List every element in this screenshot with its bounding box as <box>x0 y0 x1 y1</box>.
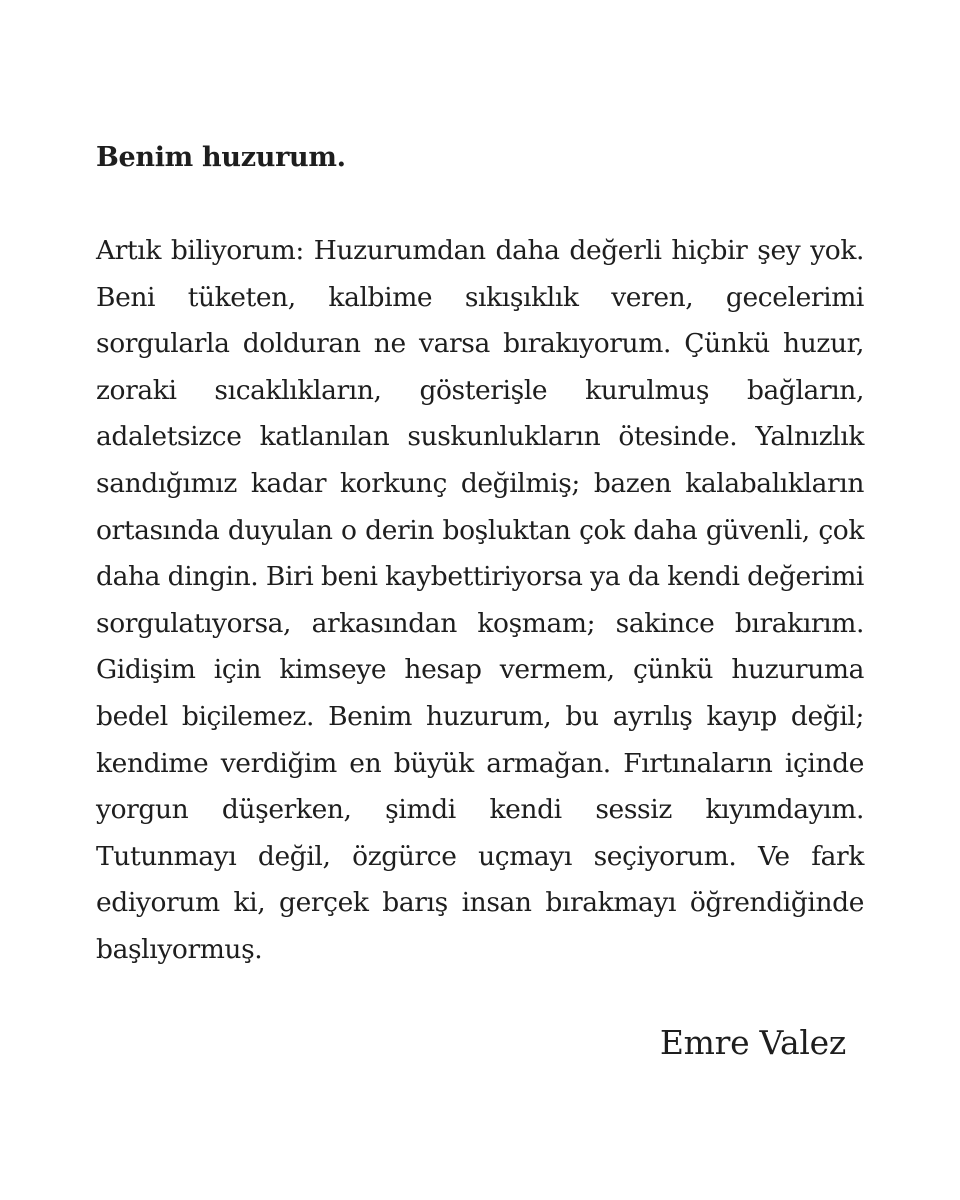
body-paragraph: Artık biliyorum: Huzurumdan daha değerli hiçbir şey yok. Beni tüketen, kalbime sıkışıklık veren, gecelerimi sorgularla dolduran ne varsa bırakıyorum. Çünkü huzur, zoraki sıcaklıkların, gösterişle kurulmuş bağların, adaletsizce katlanılan suskunlukların ötesinde. Yalnızlık sandığımız kadar korkunç değilmiş; bazen kalabalıkların ortasında duyulan o derin boşluktan çok daha güvenli, çok daha dingin. Biri beni kaybettiriyorsa ya da kendi değerimi sorgulatıyorsa, arkasından koşmam; sakince bırakırım. Gidişim için kimseye hesap vermem, çünkü huzuruma bedel biçilemez. Benim huzurum, bu ayrılış kayıp değil; kendime verdiğim en büyük armağan. Fırtınaların içinde yorgun düşerken, şimdi kendi sessiz kıyımdayım. Tutunmayı değil, özgürce uçmayı seçiyorum. Ve fark ediyorum ki, gerçek barış insan bırakmayı öğrendiğinde başlıyormuş. <box>96 235 864 965</box>
author-signature: Emre Valez <box>659 1023 846 1062</box>
document-title: Benim huzurum. <box>96 142 346 173</box>
